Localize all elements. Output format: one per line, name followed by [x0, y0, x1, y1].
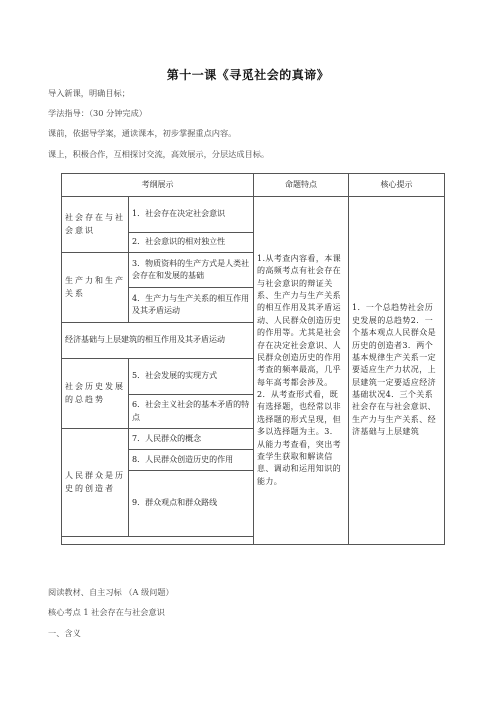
feature-cell: 1.从考查内容看，本课的高频考点有社会存在与社会意识的辩证关系、生产力与生产关系的相互作用及其矛盾运动、人民群众创造历史的作用等。尤其是社会存在决定社会意识、人民群众创造历史的作用考查的频率最高，几乎每年高考都会涉及。2．从考查形式看，既有选择题，也经常以非选择题的形式呈现，但多以选择题为主。3．从能力考查看，突出考查学生获取和解读信息、调动和运用知识的能力。 [254, 197, 349, 545]
outline-item: 4．生产力与生产关系的相互作用及其矛盾运动 [129, 288, 254, 323]
core-point-heading: 核心考点 1 社会存在与社会意识 [48, 607, 165, 617]
intro-line-4: 课上，积极合作，互相探讨交流，高效展示，分层达成目标。 [48, 149, 270, 159]
category-cell: 人民群众是历史的创造者 [62, 429, 129, 537]
reading-task-line: 阅读教材、自主习标 （A 级问题） [48, 587, 174, 597]
outline-item: 5．社会发展的实现方式 [129, 359, 254, 395]
intro-line-1: 导入新课，明确目标； [48, 88, 130, 98]
hint-cell: 1．一个总趋势社会历史发展的总趋势2．一个基本观点人民群众是历史的创造者3．两个基本规律生产关系一定要适应生产力状况，上层建筑一定要适应经济基础状况4．三个关系社会存在与社会意识、生产力与生产关系、经济基础与上层建筑 [349, 197, 445, 545]
outline-item: 8．人民群众创造历史的作用 [129, 450, 254, 471]
outline-item: 6．社会主义社会的基本矛盾的特点 [129, 395, 254, 429]
outline-item: 1．社会存在决定社会意识 [129, 197, 254, 233]
intro-line-2: 学法指导：（30 分钟完成） [48, 108, 147, 118]
category-cell: 社会历史发展的总趋势 [62, 359, 129, 429]
category-cell: 社会存在与社会意识 [62, 197, 129, 253]
outline-item: 3．物质资料的生产方式是人类社会存在和发展的基础 [129, 253, 254, 288]
page-title: 第十一课《寻觅社会的真谛》 [166, 68, 330, 82]
header-outline: 考纲展示 [62, 174, 254, 197]
category-cell: 经济基础与上层建筑的相互作用及其矛盾运动 [62, 323, 254, 359]
header-features: 命题特点 [254, 174, 349, 197]
header-hints: 核心提示 [349, 174, 445, 197]
outline-item: 2．社会意识的相对独立性 [129, 233, 254, 253]
category-cell: 生产力和生产关系 [62, 253, 129, 323]
exam-outline-table [61, 173, 445, 545]
table-bottom-spacer [62, 537, 254, 545]
intro-line-3: 课前，依据导学案，通读课本，初步掌握重点内容。 [48, 128, 237, 138]
outline-item: 7．人民群众的概念 [129, 429, 254, 450]
outline-item: 9．群众观点和群众路线 [129, 471, 254, 537]
section-heading: 一、含义 [48, 628, 81, 638]
